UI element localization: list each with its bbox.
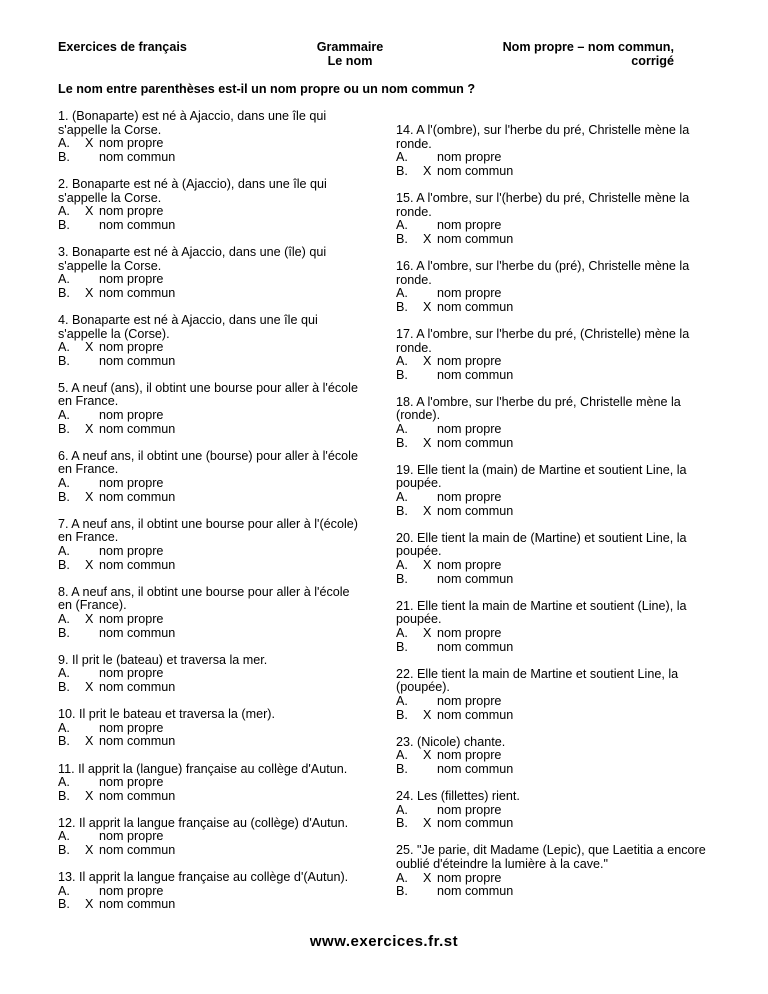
left-column bbox=[58, 110, 378, 912]
option-a-label: nom propre bbox=[437, 693, 502, 708]
exercise-text: ronde. bbox=[396, 204, 432, 219]
exercise-item bbox=[396, 790, 716, 831]
option-b-mark: X bbox=[423, 707, 432, 722]
exercise-item bbox=[58, 450, 378, 504]
option-b-label: nom commun bbox=[99, 897, 176, 912]
option-a-mark: X bbox=[85, 204, 94, 219]
option-b-label: nom commun bbox=[99, 421, 176, 436]
option-a-mark: X bbox=[423, 625, 432, 640]
right-column bbox=[396, 124, 716, 899]
option-b-mark: X bbox=[423, 816, 432, 831]
option-a-letter: A. bbox=[58, 829, 70, 844]
option-b bbox=[396, 709, 716, 723]
exercise-item bbox=[396, 668, 716, 722]
option-a-label: nom propre bbox=[99, 544, 164, 558]
option-b-mark: X bbox=[85, 897, 94, 912]
option-b-label: nom commun bbox=[437, 761, 514, 776]
option-a-letter: A. bbox=[58, 666, 70, 681]
doc-topic-line2: Le nom bbox=[327, 53, 373, 68]
option-b-label: nom commun bbox=[437, 299, 514, 314]
exercise-text: 20. Elle tient la main de (Martine) et soutient Line, la bbox=[396, 530, 687, 545]
option-a-letter: A. bbox=[396, 558, 408, 572]
option-b bbox=[58, 844, 378, 858]
exercise-text: 16. A l'ombre, sur l'herbe du (pré), Christelle mène la bbox=[396, 258, 690, 273]
option-a bbox=[396, 559, 716, 573]
option-a-mark bbox=[423, 804, 437, 818]
exercise-item bbox=[58, 708, 378, 749]
option-b bbox=[396, 885, 716, 899]
option-b bbox=[58, 151, 378, 165]
exercise-text: 2. Bonaparte est né à (Ajaccio), dans une île qui bbox=[58, 176, 327, 191]
option-a bbox=[396, 491, 716, 505]
exercise-text: 4. Bonaparte est né à Ajaccio, dans une île qui bbox=[58, 312, 318, 327]
exercise-item bbox=[58, 654, 378, 695]
option-a-letter: A. bbox=[396, 802, 408, 817]
exercise-item bbox=[396, 844, 716, 898]
option-a-label: nom propre bbox=[99, 666, 164, 681]
exercise-text: 9. Il prit le (bateau) et traversa la mer. bbox=[58, 652, 268, 667]
exercise-text: 14. A l'(ombre), sur l'herbe du pré, Christelle mène la bbox=[396, 123, 690, 137]
exercise-text: 5. A neuf (ans), il obtint une bourse pour aller à l'école bbox=[58, 380, 358, 395]
option-b-label: nom commun bbox=[99, 679, 176, 694]
exercise-text: en France. bbox=[58, 530, 119, 545]
exercise-text: 17. A l'ombre, sur l'herbe du pré, (Christelle) mène la bbox=[396, 326, 690, 341]
option-b-label: nom commun bbox=[99, 734, 176, 749]
option-a-letter: A. bbox=[58, 775, 70, 790]
option-a bbox=[58, 776, 378, 790]
exercise-item bbox=[58, 871, 378, 912]
exercise-item bbox=[58, 763, 378, 804]
option-a bbox=[58, 885, 378, 899]
option-a bbox=[58, 545, 378, 559]
option-a-label: nom propre bbox=[437, 150, 502, 165]
option-b-mark bbox=[423, 885, 437, 899]
option-b-mark: X bbox=[85, 843, 94, 858]
exercise-text: 11. Il apprit la (langue) française au collège d'Autun. bbox=[58, 761, 348, 776]
option-a-mark: X bbox=[423, 558, 432, 572]
option-b-letter: B. bbox=[396, 299, 408, 314]
exercise-text: 6. A neuf ans, il obtint une (bourse) pour aller à l'école bbox=[58, 448, 358, 463]
option-b bbox=[58, 287, 378, 301]
exercise-text: en (France). bbox=[58, 598, 127, 613]
exercise-text: 10. Il prit le bateau et traversa la (mer). bbox=[58, 707, 275, 722]
option-a-label: nom propre bbox=[437, 422, 502, 437]
option-b-mark bbox=[423, 641, 437, 655]
option-a bbox=[396, 423, 716, 437]
exercise-text: ronde. bbox=[396, 340, 432, 355]
option-a-label: nom propre bbox=[437, 218, 502, 233]
option-b-mark: X bbox=[423, 163, 432, 178]
option-b-letter: B. bbox=[396, 707, 408, 722]
option-a bbox=[58, 477, 378, 491]
option-b-letter: B. bbox=[396, 367, 408, 382]
option-a bbox=[396, 355, 716, 369]
option-a-label: nom propre bbox=[99, 720, 164, 735]
option-b-letter: B. bbox=[58, 843, 70, 858]
option-b-mark: X bbox=[423, 503, 432, 518]
option-a-mark bbox=[85, 409, 99, 423]
option-a-letter: A. bbox=[396, 490, 408, 505]
option-a-label: nom propre bbox=[437, 490, 502, 505]
option-a-letter: A. bbox=[396, 150, 408, 165]
option-a-label: nom propre bbox=[99, 408, 164, 423]
option-a bbox=[58, 667, 378, 681]
option-a-mark bbox=[423, 287, 437, 301]
exercise-text: poupée. bbox=[396, 612, 442, 627]
option-a-letter: A. bbox=[396, 625, 408, 640]
exercise-text: 12. Il apprit la langue française au (collège) d'Autun. bbox=[58, 815, 349, 830]
option-b-mark bbox=[423, 369, 437, 383]
exercise-text: s'appelle la Corse. bbox=[58, 122, 162, 137]
option-a-mark bbox=[423, 151, 437, 165]
option-a-label: nom propre bbox=[99, 775, 164, 790]
option-b bbox=[396, 369, 716, 383]
option-a-letter: A. bbox=[58, 272, 70, 287]
option-b-letter: B. bbox=[396, 435, 408, 450]
exercise-item bbox=[396, 736, 716, 777]
option-b bbox=[58, 681, 378, 695]
option-b-letter: B. bbox=[58, 897, 70, 912]
option-a-letter: A. bbox=[58, 204, 70, 219]
option-b bbox=[58, 790, 378, 804]
option-a bbox=[58, 137, 378, 151]
exercise-text: (ronde). bbox=[396, 408, 441, 423]
option-a bbox=[396, 219, 716, 233]
option-a-label: nom propre bbox=[99, 829, 164, 844]
exercise-item bbox=[58, 382, 378, 436]
exercise-item bbox=[396, 600, 716, 654]
option-a-letter: A. bbox=[396, 422, 408, 437]
option-b bbox=[58, 355, 378, 369]
exercise-item bbox=[58, 586, 378, 640]
doc-subject: Exercices de français bbox=[58, 40, 187, 54]
exercise-item bbox=[396, 464, 716, 518]
option-b-letter: B. bbox=[396, 571, 408, 586]
exercise-text: 1. (Bonaparte) est né à Ajaccio, dans une île qui bbox=[58, 109, 327, 123]
option-a-letter: A. bbox=[58, 408, 70, 423]
exercise-text: 22. Elle tient la main de Martine et soutient Line, la bbox=[396, 666, 679, 681]
exercise-text: 18. A l'ombre, sur l'herbe du pré, Christelle mène la bbox=[396, 394, 681, 409]
option-b-letter: B. bbox=[58, 285, 70, 300]
option-b bbox=[396, 301, 716, 315]
option-a-label: nom propre bbox=[99, 883, 164, 898]
option-b-label: nom commun bbox=[99, 149, 176, 164]
option-b bbox=[396, 437, 716, 451]
option-a-label: nom propre bbox=[437, 286, 502, 301]
option-a-label: nom propre bbox=[437, 802, 502, 817]
option-b bbox=[58, 627, 378, 641]
option-a-letter: A. bbox=[58, 720, 70, 735]
exercise-item bbox=[396, 532, 716, 586]
option-b-letter: B. bbox=[58, 557, 70, 572]
option-b-letter: B. bbox=[58, 734, 70, 749]
exercise-text: 19. Elle tient la (main) de Martine et soutient Line, la bbox=[396, 462, 687, 477]
option-a bbox=[396, 151, 716, 165]
exercise-text: 3. Bonaparte est né à Ajaccio, dans une (île) qui bbox=[58, 244, 327, 259]
option-b-letter: B. bbox=[396, 816, 408, 831]
exercise-item bbox=[58, 110, 378, 164]
option-a-letter: A. bbox=[396, 870, 408, 885]
option-a-label: nom propre bbox=[437, 870, 502, 885]
option-b-label: nom commun bbox=[99, 788, 176, 803]
option-b-mark: X bbox=[85, 489, 94, 504]
option-b bbox=[396, 165, 716, 179]
option-b bbox=[58, 559, 378, 573]
option-b-mark: X bbox=[85, 285, 94, 300]
option-b-mark: X bbox=[423, 231, 432, 246]
exercise-text: 7. A neuf ans, il obtint une bourse pour aller à l'(école) bbox=[58, 516, 358, 531]
option-a-mark: X bbox=[423, 748, 432, 763]
option-a-letter: A. bbox=[396, 693, 408, 708]
option-b-label: nom commun bbox=[437, 435, 514, 450]
option-a-letter: A. bbox=[58, 136, 70, 151]
exercise-text: en France. bbox=[58, 462, 119, 477]
option-a-mark bbox=[423, 695, 437, 709]
option-b-mark: X bbox=[423, 435, 432, 450]
option-a bbox=[396, 804, 716, 818]
option-b-letter: B. bbox=[58, 421, 70, 436]
exercise-text: 8. A neuf ans, il obtint une bourse pour aller à l'école bbox=[58, 584, 350, 599]
exercise-text: en France. bbox=[58, 394, 119, 409]
option-b bbox=[58, 219, 378, 233]
option-a-letter: A. bbox=[58, 340, 70, 355]
option-b-label: nom commun bbox=[437, 816, 514, 831]
option-b bbox=[396, 763, 716, 777]
option-b-mark: X bbox=[85, 679, 94, 694]
option-a bbox=[58, 409, 378, 423]
option-b bbox=[396, 233, 716, 247]
option-b bbox=[58, 898, 378, 912]
option-a-mark: X bbox=[85, 136, 94, 151]
option-a bbox=[396, 872, 716, 886]
option-a bbox=[396, 695, 716, 709]
option-b-label: nom commun bbox=[437, 163, 514, 178]
option-b-label: nom commun bbox=[99, 285, 176, 300]
exercise-text: 24. Les (fillettes) rient. bbox=[396, 789, 520, 804]
exercise-text: 21. Elle tient la main de Martine et soutient (Line), la bbox=[396, 598, 687, 613]
exercise-text: ronde. bbox=[396, 136, 432, 151]
option-b-letter: B. bbox=[58, 217, 70, 232]
exercise-item bbox=[58, 314, 378, 368]
option-b-label: nom commun bbox=[437, 231, 514, 246]
option-b bbox=[396, 817, 716, 831]
exercise-item bbox=[58, 178, 378, 232]
instruction-question: Le nom entre parenthèses est-il un nom propre ou un nom commun ? bbox=[58, 82, 476, 96]
option-b-letter: B. bbox=[396, 761, 408, 776]
option-b bbox=[396, 641, 716, 655]
option-b-label: nom commun bbox=[99, 217, 176, 232]
option-a-label: nom propre bbox=[99, 611, 164, 626]
option-b-letter: B. bbox=[396, 884, 408, 899]
exercise-text: poupée. bbox=[396, 544, 442, 559]
option-a-label: nom propre bbox=[99, 204, 164, 219]
option-b-label: nom commun bbox=[99, 489, 176, 504]
option-b-label: nom commun bbox=[99, 353, 176, 368]
option-a-mark bbox=[423, 423, 437, 437]
option-b-letter: B. bbox=[396, 503, 408, 518]
option-a-label: nom propre bbox=[99, 136, 164, 151]
exercise-text: 13. Il apprit la langue française au collège d'(Autun). bbox=[58, 870, 349, 885]
option-b-label: nom commun bbox=[437, 707, 514, 722]
option-b-letter: B. bbox=[396, 231, 408, 246]
option-a-mark bbox=[85, 273, 99, 287]
option-a-mark bbox=[85, 776, 99, 790]
option-a bbox=[396, 749, 716, 763]
option-a-letter: A. bbox=[58, 611, 70, 626]
exercise-item bbox=[396, 396, 716, 450]
exercise-item bbox=[396, 260, 716, 314]
exercise-item bbox=[396, 328, 716, 382]
option-a-letter: A. bbox=[58, 883, 70, 898]
exercise-item bbox=[396, 192, 716, 246]
option-a-label: nom propre bbox=[99, 476, 164, 491]
option-a-mark: X bbox=[85, 611, 94, 626]
doc-title bbox=[503, 41, 674, 68]
exercise-text: 23. (Nicole) chante. bbox=[396, 734, 506, 749]
option-a bbox=[58, 273, 378, 287]
option-b bbox=[58, 491, 378, 505]
option-a-mark bbox=[85, 477, 99, 491]
option-a-mark: X bbox=[423, 354, 432, 369]
option-a-label: nom propre bbox=[437, 625, 502, 640]
option-b-mark bbox=[85, 151, 99, 165]
option-b-label: nom commun bbox=[437, 367, 514, 382]
option-a bbox=[58, 613, 378, 627]
footer-url: www.exercices.fr.st bbox=[309, 933, 459, 950]
doc-topic-line1: Grammaire bbox=[316, 40, 384, 54]
option-a-letter: A. bbox=[396, 286, 408, 301]
option-b-label: nom commun bbox=[99, 843, 176, 858]
option-a-letter: A. bbox=[396, 354, 408, 369]
option-a-mark bbox=[85, 667, 99, 681]
option-a bbox=[58, 205, 378, 219]
option-a-mark bbox=[85, 722, 99, 736]
exercise-item bbox=[396, 124, 716, 178]
option-a-mark bbox=[423, 219, 437, 233]
option-a bbox=[58, 341, 378, 355]
option-b-label: nom commun bbox=[437, 503, 514, 518]
option-b-label: nom commun bbox=[437, 639, 514, 654]
option-b-label: nom commun bbox=[99, 557, 176, 572]
option-b-mark: X bbox=[85, 557, 94, 572]
option-a-letter: A. bbox=[396, 748, 408, 763]
exercise-item bbox=[58, 817, 378, 858]
option-a bbox=[58, 722, 378, 736]
option-b-letter: B. bbox=[58, 788, 70, 803]
exercise-item bbox=[58, 246, 378, 300]
option-a bbox=[396, 287, 716, 301]
exercise-item bbox=[58, 518, 378, 572]
option-a-mark: X bbox=[423, 870, 432, 885]
option-a-label: nom propre bbox=[437, 558, 502, 572]
exercise-text: (poupée). bbox=[396, 680, 450, 695]
exercise-text: s'appelle la (Corse). bbox=[58, 326, 170, 341]
option-b-mark bbox=[85, 355, 99, 369]
exercise-text: poupée. bbox=[396, 476, 442, 491]
option-b bbox=[58, 423, 378, 437]
option-a-mark bbox=[85, 545, 99, 559]
option-b-mark: X bbox=[85, 734, 94, 749]
option-b-mark: X bbox=[85, 421, 94, 436]
option-b-mark bbox=[423, 573, 437, 587]
option-b-mark bbox=[85, 627, 99, 641]
option-b-mark: X bbox=[423, 299, 432, 314]
option-b-label: nom commun bbox=[437, 571, 514, 586]
option-a-letter: A. bbox=[58, 544, 70, 558]
option-a-letter: A. bbox=[396, 218, 408, 233]
option-a-label: nom propre bbox=[437, 354, 502, 369]
option-b-letter: B. bbox=[58, 489, 70, 504]
option-b-letter: B. bbox=[58, 625, 70, 640]
option-b bbox=[396, 505, 716, 519]
exercise-text: oublié d'éteindre la lumière à la cave." bbox=[396, 857, 608, 872]
option-b-label: nom commun bbox=[437, 884, 514, 899]
option-a bbox=[58, 830, 378, 844]
option-b-letter: B. bbox=[396, 639, 408, 654]
doc-topic bbox=[280, 41, 420, 68]
option-a-label: nom propre bbox=[437, 748, 502, 763]
option-a-mark bbox=[85, 830, 99, 844]
option-b-mark bbox=[423, 763, 437, 777]
option-b-letter: B. bbox=[58, 353, 70, 368]
exercise-text: ronde. bbox=[396, 272, 432, 287]
exercise-text: 15. A l'ombre, sur l'(herbe) du pré, Christelle mène la bbox=[396, 190, 690, 205]
exercise-text: 25. "Je parie, dit Madame (Lepic), que Laetitia a encore bbox=[396, 843, 706, 858]
option-b bbox=[58, 735, 378, 749]
option-b-letter: B. bbox=[58, 679, 70, 694]
exercise-text: s'appelle la Corse. bbox=[58, 258, 162, 273]
option-a-mark bbox=[85, 885, 99, 899]
option-a-letter: A. bbox=[58, 476, 70, 491]
option-a bbox=[396, 627, 716, 641]
option-a-label: nom propre bbox=[99, 272, 164, 287]
option-b-mark bbox=[85, 219, 99, 233]
exercise-text: s'appelle la Corse. bbox=[58, 190, 162, 205]
option-a-mark: X bbox=[85, 340, 94, 355]
option-a-mark bbox=[423, 491, 437, 505]
doc-title-line2: corrigé bbox=[631, 53, 674, 68]
option-b-letter: B. bbox=[396, 163, 408, 178]
option-b-letter: B. bbox=[58, 149, 70, 164]
doc-title-line1: Nom propre – nom commun, bbox=[502, 40, 674, 54]
option-a-label: nom propre bbox=[99, 340, 164, 355]
option-b-label: nom commun bbox=[99, 625, 176, 640]
option-b-mark: X bbox=[85, 788, 94, 803]
option-b bbox=[396, 573, 716, 587]
